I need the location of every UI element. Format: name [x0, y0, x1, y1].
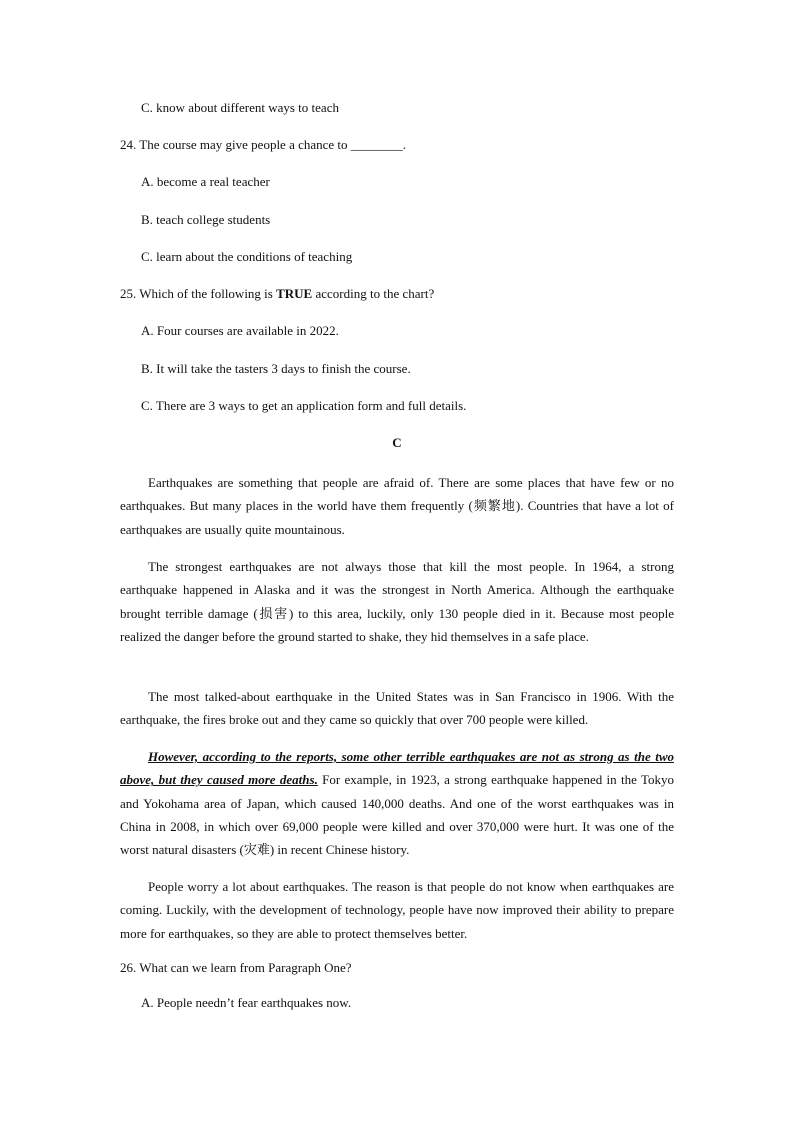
- passage-paragraph-2: The strongest earthquakes are not always those that kill the most people. In 1964, a strong earthquake happened in Alaska and it was the strongest in North America. Although the earthquake brought terrible damage (损害) to this area, luckily, only 130 people died in it. Because most people realized the danger before the ground started to shake, they hid themselves in a safe place.: [120, 559, 674, 644]
- q24-option-b: B. teach college students: [141, 212, 271, 227]
- q25-option-a: A. Four courses are available in 2022.: [141, 323, 339, 338]
- q25-option-b: B. It will take the tasters 3 days to finish the course.: [141, 361, 411, 376]
- passage-paragraph-4-emphasis: However, according to the reports, some other terrible earthquakes are not as strong as the two above, but they caused more deaths.: [120, 749, 674, 788]
- q25-stem-after: according to the chart?: [312, 286, 435, 301]
- q25-stem-before: 25. Which of the following is: [120, 286, 277, 301]
- q24-option-c: C. learn about the conditions of teaching: [141, 249, 353, 264]
- q25-stem: [120, 286, 434, 302]
- passage-paragraph-1: Earthquakes are something that people are afraid of. There are some places that have few or no earthquakes. But many places in the world have them frequently (频繁地). Countries that have a lot of earthquakes are usually quite mountainous.: [120, 475, 674, 537]
- section-heading: C: [392, 435, 402, 450]
- q23-option-c: C. know about different ways to teach: [141, 100, 339, 115]
- q25-stem-bold: TRUE: [276, 286, 313, 301]
- q25-option-c: C. There are 3 ways to get an application form and full details.: [141, 398, 467, 413]
- passage-paragraph-4-rest: For example, in 1923, a strong earthquake happened in the Tokyo and Yokohama area of Japan, which caused 140,000 deaths. And one of the worst earthquakes was in China in 2008, in which over 69,000 people were killed and over 370,000 were hurt. It was one of the worst natural disasters (灾难) in recent Chinese history.: [120, 772, 674, 858]
- q24-option-a: A. become a real teacher: [141, 174, 270, 189]
- passage-paragraph-3: The most talked-about earthquake in the United States was in San Francisco in 1906. With the earthquake, the fires broke out and they came so quickly that over 700 people were killed.: [120, 689, 674, 728]
- passage-paragraph-4: [120, 745, 674, 861]
- passage-paragraph-5: People worry a lot about earthquakes. The reason is that people do not know when earthquakes are coming. Luckily, with the development of technology, people have now improved their ability to prepare more for earthquakes, so they are able to protect themselves better.: [120, 879, 674, 941]
- q26-stem: 26. What can we learn from Paragraph One?: [120, 960, 352, 975]
- q26-option-a: A. People needn’t fear earthquakes now.: [141, 995, 352, 1010]
- q24-stem: 24. The course may give people a chance to ________.: [120, 137, 407, 152]
